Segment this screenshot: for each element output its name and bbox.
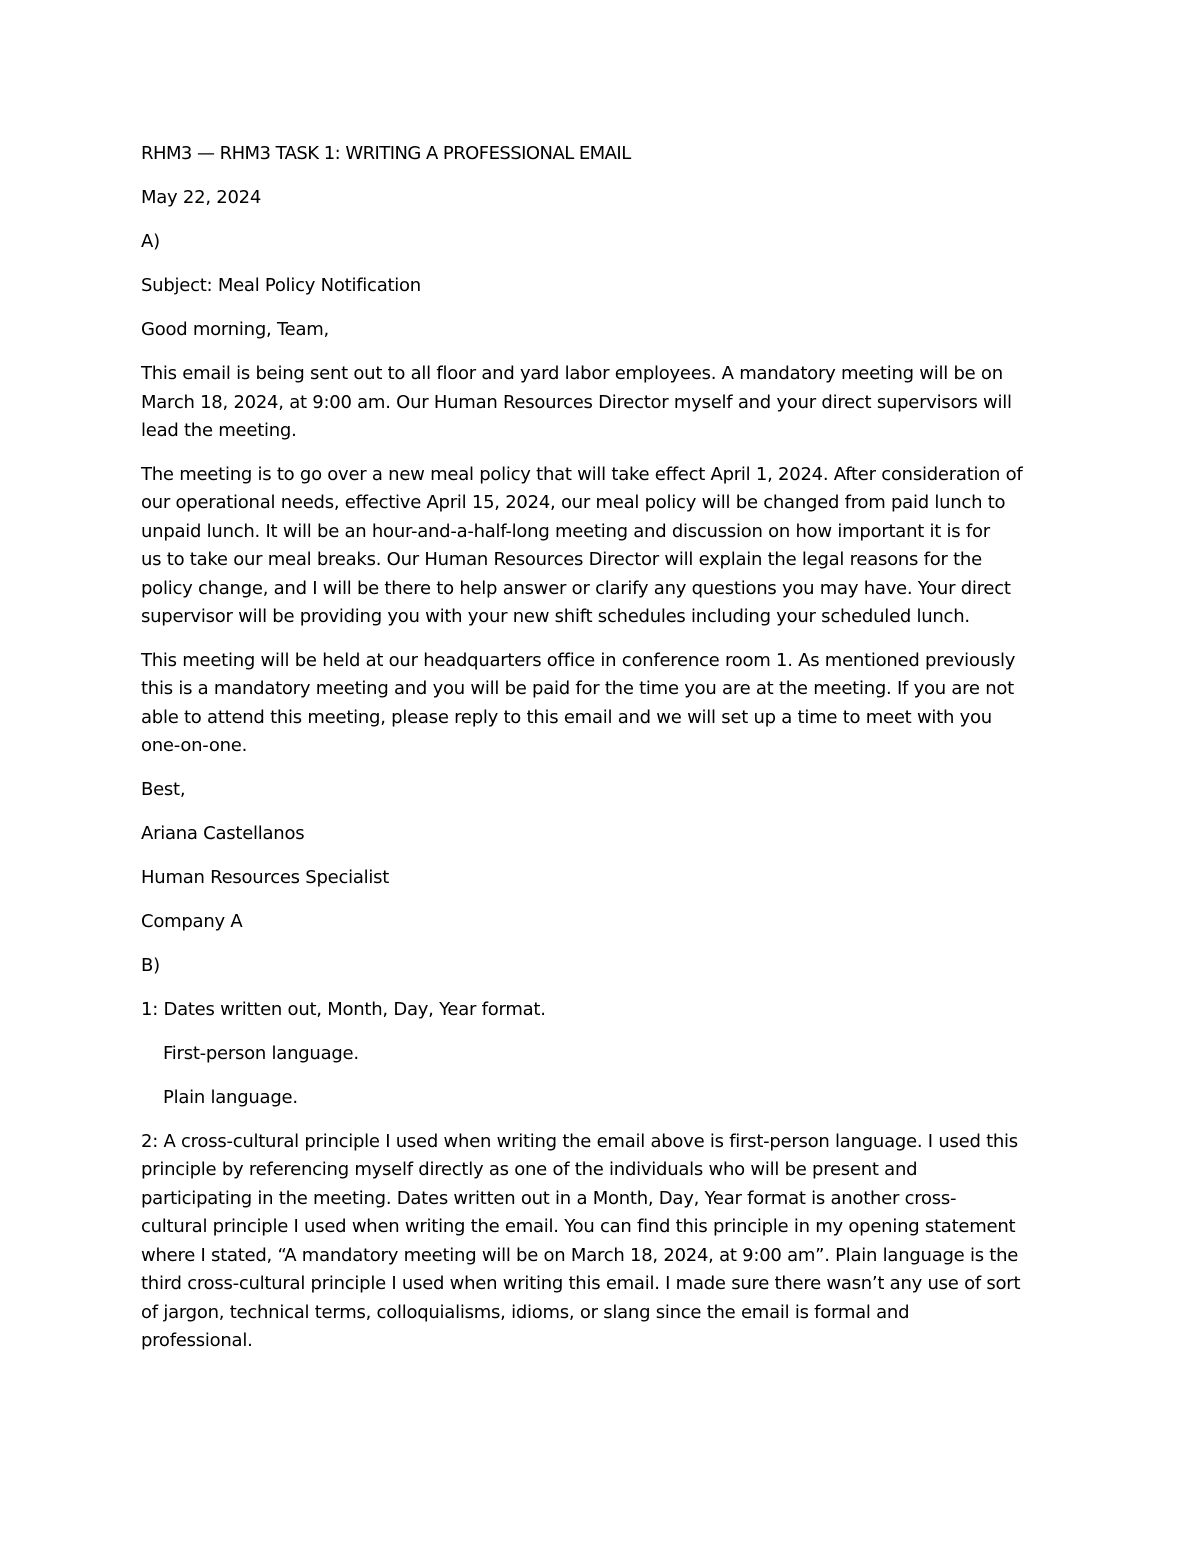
paragraph-line: this is a mandatory meeting and you will be paid for the time you are at the meeting. If you are not: [141, 678, 1014, 699]
paragraph-line: unpaid lunch. It will be an hour-and-a-half-long meeting and discussion on how important it is for: [141, 520, 990, 542]
paragraph-line: able to attend this meeting, please reply to this email and we will set up a time to meet with you: [141, 706, 992, 728]
email-closing: Best,: [141, 778, 186, 800]
document-body: [141, 140, 1071, 1371]
signature-title: Human Resources Specialist: [141, 866, 390, 888]
paragraph-line: cultural principle I used when writing the email. You can find this principle in my opening statement: [141, 1216, 1016, 1237]
paragraph-line: our operational needs, effective April 15, 2024, our meal policy will be changed from paid lunch to: [141, 492, 1006, 513]
paragraph-line: principle by referencing myself directly as one of the individuals who will be present and: [141, 1159, 918, 1180]
paragraph-line: professional.: [141, 1330, 253, 1351]
paragraph-line: March 18, 2024, at 9:00 am. Our Human Resources Director myself and your direct supervisors will: [141, 391, 1012, 413]
section-b-item-1-sub-2: Plain language.: [163, 1086, 298, 1108]
paragraph-line: 2: A cross-cultural principle I used when writing the email above is first-person language. I used this: [141, 1130, 1018, 1152]
section-a-label: A): [141, 231, 160, 252]
section-b-item-1-sub-1: First-person language.: [163, 1042, 359, 1064]
paragraph-line: The meeting is to go over a new meal policy that will take effect April 1, 2024. After consideration of: [141, 463, 1023, 485]
paragraph-line: where I stated, “A mandatory meeting will be on March 18, 2024, at 9:00 am”. Plain language is the: [141, 1244, 1019, 1266]
paragraph-line: us to take our meal breaks. Our Human Resources Director will explain the legal reasons for the: [141, 549, 982, 570]
document-date: May 22, 2024: [141, 187, 262, 208]
paragraph-line: lead the meeting.: [141, 420, 297, 441]
section-b-label: B): [141, 954, 160, 976]
paragraph-line: of jargon, technical terms, colloquialisms, idioms, or slang since the email is formal and: [141, 1301, 910, 1323]
section-b-item-1: 1: Dates written out, Month, Day, Year format.: [141, 998, 546, 1020]
email-greeting: Good morning, Team,: [141, 319, 329, 340]
email-subject: Subject: Meal Policy Notification: [141, 275, 421, 296]
section-b-paragraph-2: [141, 1128, 1071, 1356]
document-title: RHM3 — RHM3 TASK 1: WRITING A PROFESSIONAL EMAIL: [141, 143, 631, 164]
signature-company: Company A: [141, 910, 243, 932]
email-paragraph-1: [141, 360, 1071, 446]
paragraph-line: participating in the meeting. Dates written out in a Month, Day, Year format is another cross-: [141, 1187, 957, 1209]
email-paragraph-2: [141, 461, 1071, 632]
paragraph-line: This meeting will be held at our headquarters office in conference room 1. As mentioned previously: [141, 649, 1016, 671]
paragraph-line: policy change, and I will be there to help answer or clarify any questions you may have. Your direct: [141, 577, 1011, 599]
paragraph-line: one-on-one.: [141, 735, 248, 756]
signature-name: Ariana Castellanos: [141, 822, 305, 844]
email-paragraph-3: [141, 647, 1071, 761]
paragraph-line: third cross-cultural principle I used when writing this email. I made sure there wasn’t any use of sort: [141, 1273, 1021, 1294]
paragraph-line: supervisor will be providing you with your new shift schedules including your scheduled lunch.: [141, 606, 970, 627]
paragraph-line: This email is being sent out to all floor and yard labor employees. A mandatory meeting will be on: [141, 363, 1003, 384]
